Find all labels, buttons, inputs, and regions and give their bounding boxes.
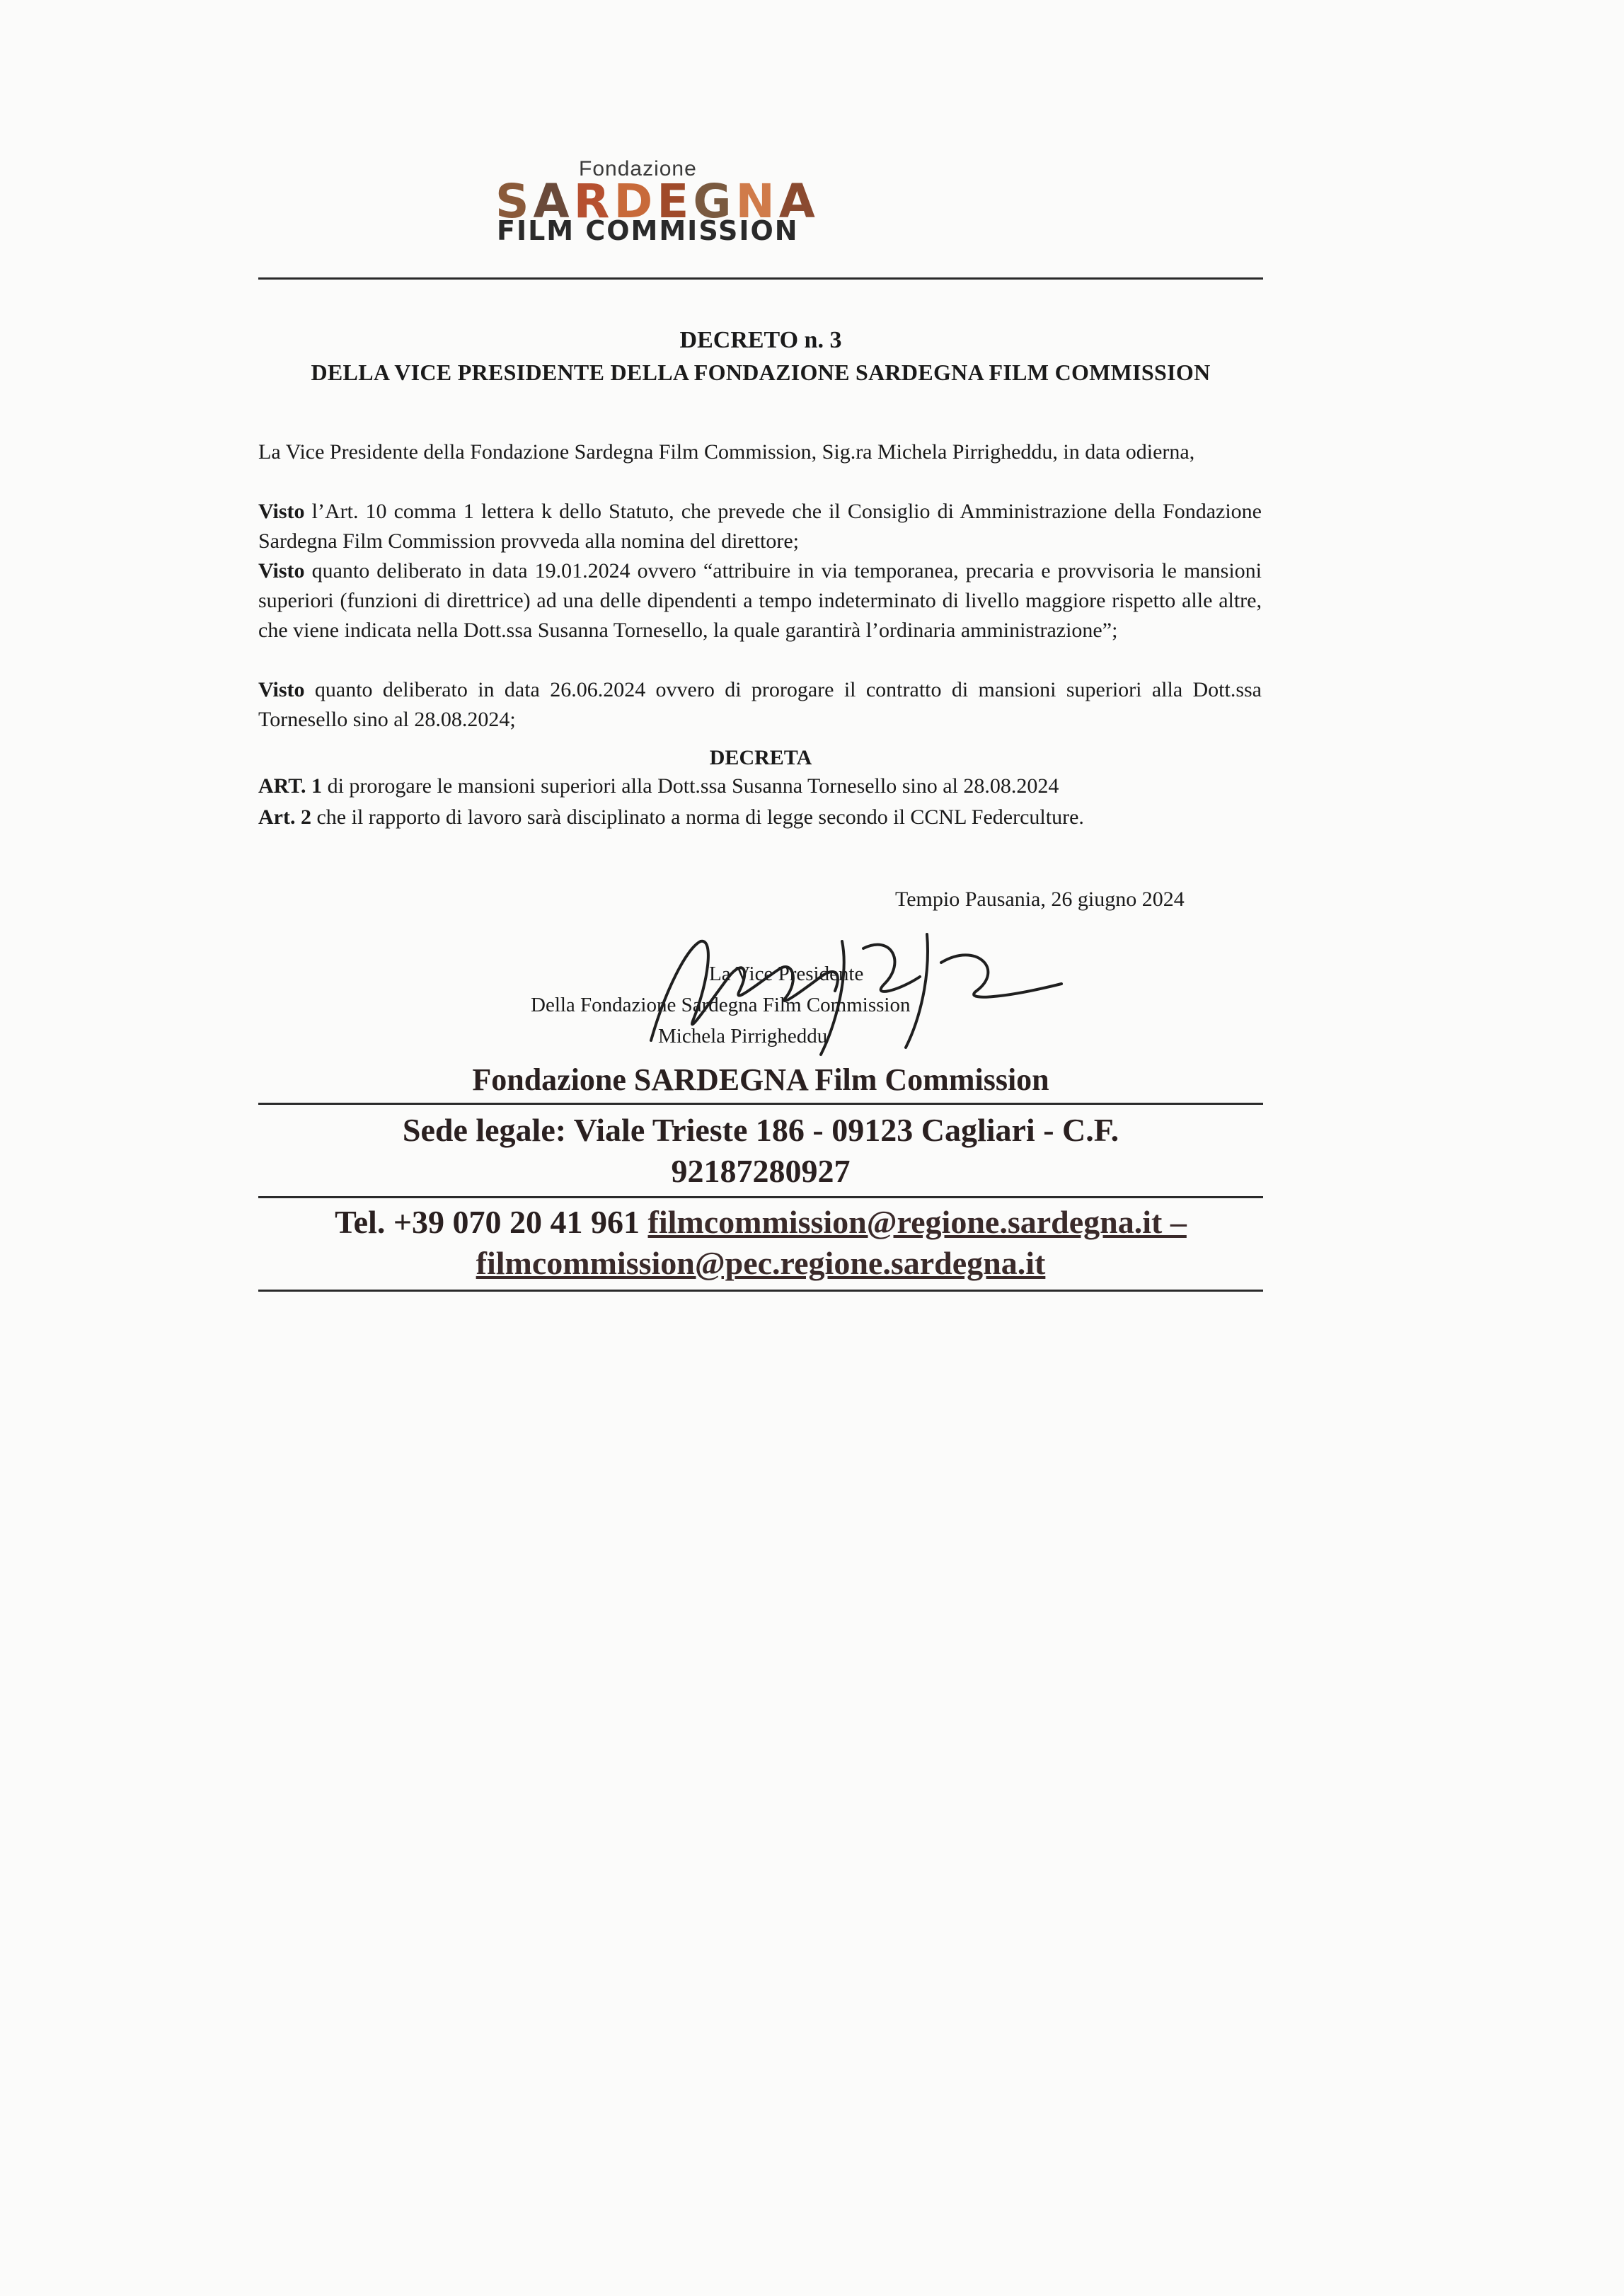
logo-letter: E (657, 174, 693, 229)
decree-subtitle: DELLA VICE PRESIDENTE DELLA FONDAZIONE SARDEGNA FILM COMMISSION (311, 360, 1211, 385)
article-text: che il rapporto di lavoro sarà disciplinato a norma di legge secondo il CCNL Federculture. (311, 805, 1084, 829)
footer-bottom-divider (258, 1290, 1263, 1292)
logo-letter: G (693, 174, 736, 229)
decreta-heading: DECRETA (709, 746, 812, 769)
footer-foundation-name: Fondazione SARDEGNA Film Commission (472, 1062, 1049, 1097)
footer-address: Sede legale: Viale Trieste 186 - 09123 Cagliari - C.F. (402, 1112, 1119, 1148)
footer-pec-link[interactable]: filmcommission@pec.regione.sardegna.it (476, 1245, 1046, 1281)
header-divider (258, 277, 1263, 280)
footer-contacts (258, 1203, 1263, 1241)
footer-email-link[interactable]: filmcommission@regione.sardegna.it – (647, 1204, 1187, 1240)
foundation-logo (495, 157, 877, 246)
visto-label: Visto (258, 678, 305, 701)
logo-film-commission-text: FILM COMMISSION (497, 215, 799, 246)
logo-letter: N (735, 174, 779, 229)
visto-label: Visto (258, 500, 305, 523)
visto-paragraph-1 (258, 497, 1262, 556)
footer-divider (258, 1103, 1263, 1105)
logo-letter: R (573, 174, 614, 229)
place-and-date: Tempio Pausania, 26 giugno 2024 (895, 888, 1185, 911)
article-label: Art. 2 (258, 805, 311, 829)
signatory-name: Michela Pirrigheddu (658, 1025, 828, 1047)
visto-text: quanto deliberato in data 26.06.2024 ovvero di prorogare il contratto di mansioni superiori alla Dott.ssa Tornesello sino al 28.08.2024; (258, 678, 1262, 731)
signatory-organization: Della Fondazione Sardegna Film Commission (531, 994, 911, 1016)
visto-paragraph-3 (258, 675, 1262, 735)
handwritten-signature (609, 920, 1104, 1062)
logo-letter: A (778, 174, 819, 229)
visto-text: l’Art. 10 comma 1 lettera k dello Statuto, che prevede che il Consiglio di Amministrazione della Fondazione Sardegna Film Commission provveda alla nomina del direttore; (258, 500, 1262, 553)
logo-letter: D (614, 174, 657, 229)
visto-text: quanto deliberato in data 19.01.2024 ovvero “attribuire in via temporanea, precaria e provvisoria le mansioni superiori (funzioni di direttrice) ad una delle dipendenti a tempo indeterminato di livello maggiore rispetto alle altre, che viene indicata nella Dott.ssa Susanna Tornesello, la quale garantirà l’ordinaria amministrazione”; (258, 559, 1262, 642)
footer-phone: Tel. +39 070 20 41 961 (335, 1204, 648, 1240)
article-label: ART. 1 (258, 774, 323, 798)
article-1 (258, 774, 1263, 798)
intro-paragraph: La Vice Presidente della Fondazione Sardegna Film Commission, Sig.ra Michela Pirrigheddu, in data odierna, (258, 440, 1195, 464)
visto-label: Visto (258, 559, 305, 582)
footer-divider (258, 1196, 1263, 1198)
footer-fiscal-code: 92187280927 (671, 1153, 851, 1189)
visto-paragraph-2 (258, 556, 1262, 645)
decree-title: DECRETO n. 3 (679, 327, 842, 353)
logo-letter: A (533, 174, 574, 229)
signatory-role: La Vice Presidente (709, 963, 864, 985)
logo-fondazione-text: Fondazione (579, 157, 697, 180)
article-text: di prorogare le mansioni superiori alla Dott.ssa Susanna Tornesello sino al 28.08.2024 (322, 774, 1059, 798)
footer-pec-line (258, 1244, 1263, 1282)
article-2 (258, 805, 1263, 830)
logo-letter: S (495, 174, 534, 229)
